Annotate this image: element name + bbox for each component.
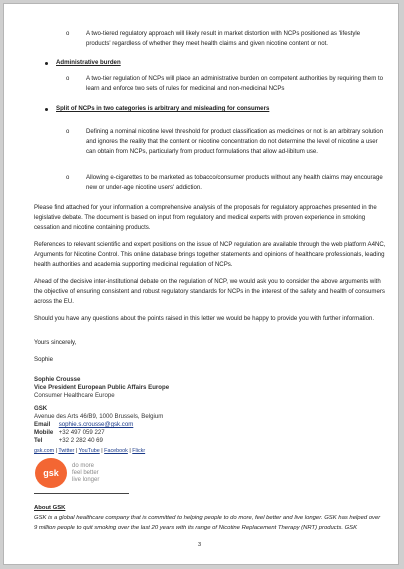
bullet-dot xyxy=(45,62,48,65)
link-flickr[interactable]: Flickr xyxy=(132,448,146,454)
closing: Yours sincerely, xyxy=(34,339,77,346)
paragraph-questions: Should you have any questions about the points raised in this letter we would be happy to provide you with further information. xyxy=(34,315,375,322)
svg-text:do more: do more xyxy=(72,463,95,469)
sub-bullet-marker: o xyxy=(66,175,70,181)
page-number: 3 xyxy=(198,542,202,548)
signature-department: Consumer Healthcare Europe xyxy=(34,392,115,399)
bullet2-sub-text: A two-tier regulation of NCPs will place an administrative burden on competent authorities by requiring them to learn and enforce two sets of rules for medicinal and non-medicinal NCPs xyxy=(86,75,384,92)
paragraph-debate: Ahead of the decisive inter-institutional debate on the regulation of NCP, we would ask you to consider the above arguments with the objective of ensuring consistent and robust regulatory standards for NCPs in the interest of the safety and health of consumers across the EU. xyxy=(34,278,385,305)
about-text: GSK is a global healthcare company that is committed to helping people to do more, feel better and live longer. GSK has helped over 9 million people to quit smoking over the last 20 years with its range of Nicotine Replacement Therapy (NRT) products. GSK xyxy=(34,515,381,531)
email-label: Email xyxy=(34,421,51,428)
company-name: GSK xyxy=(34,405,48,412)
link-gsk-com[interactable]: gsk.com xyxy=(34,448,55,454)
link-facebook[interactable]: Facebook xyxy=(104,448,128,454)
signature-title: Vice President European Public Affairs Europe xyxy=(34,384,170,391)
tel-row xyxy=(34,436,103,446)
letter-page xyxy=(3,3,399,565)
signature-name: Sophie Crousse xyxy=(34,376,81,383)
about-heading: About GSK xyxy=(34,505,66,511)
bullet-dot xyxy=(45,108,48,111)
footnote-rule xyxy=(34,493,129,494)
email-link[interactable]: sophie.s.crousse@gsk.com xyxy=(58,421,134,428)
paragraph-references: References to relevant scientific and expert positions on the issue of NCP regulation are available through the web platform A4NC, Arguments for Nicotine Control. This online database brings together statements and opinions of healthcare professionals, leading health authorities and academia supporting medicinal regulation of NCPs. xyxy=(34,241,386,268)
sub-bullet-marker: o xyxy=(66,76,70,82)
bullet1-sub-text: A two-tiered regulatory approach will likely result in market distortion with NCPs positioned as 'lifestyle products' regardless of whether they meet health claims and given nicotine content or not. xyxy=(86,30,361,47)
address: Avenue des Arts 46/B9, 1000 Brussels, Belgium xyxy=(34,413,164,420)
bullet3-sub1-text: Defining a nominal nicotine level threshold for product classification as medicines or not is an arbitrary solution and ignores the reality that the content or nicotine concentration do not determine the level of nicotine a user can obtain from NCPs, particularly from product formulations that allow ad-libitum use. xyxy=(86,128,384,155)
svg-text:live longer: live longer xyxy=(72,477,100,483)
bullet2-heading: Administrative burden xyxy=(56,59,121,66)
gsk-logo-icon xyxy=(34,456,126,490)
tel-number: +32 2 282 40 69 xyxy=(58,437,103,444)
link-twitter[interactable]: Twitter xyxy=(58,448,75,454)
sub-bullet-marker: o xyxy=(66,129,70,135)
bullet3-sub2-text: Allowing e-cigarettes to be marketed as tobacco/consumer products without any health claims may encourage new or under-age nicotine users' addiction. xyxy=(86,174,383,191)
signoff-name: Sophie xyxy=(34,356,53,363)
social-links: gsk.com | Twitter | YouTube | Facebook | Flickr xyxy=(34,448,146,454)
mobile-number: +32 497 059 227 xyxy=(58,429,105,436)
svg-text:gsk: gsk xyxy=(43,468,59,478)
paragraph-attachment: Please find attached for your information a comprehensive analysis of the proposals for regulatory approaches presented in the legislative debate. The document is based on input from regulatory and medical experts with proven experience in smoking cessation and nicotine containing products. xyxy=(34,204,377,231)
bullet3-heading: Split of NCPs in two categories is arbitrary and misleading for consumers xyxy=(56,105,270,112)
gsk-logo xyxy=(34,456,126,490)
svg-text:feel better: feel better xyxy=(72,470,99,476)
about-section xyxy=(34,503,384,533)
mobile-label: Mobile xyxy=(34,429,54,436)
sub-bullet-marker: o xyxy=(66,31,70,37)
tel-label: Tel xyxy=(34,437,43,444)
link-youtube[interactable]: YouTube xyxy=(78,448,100,454)
